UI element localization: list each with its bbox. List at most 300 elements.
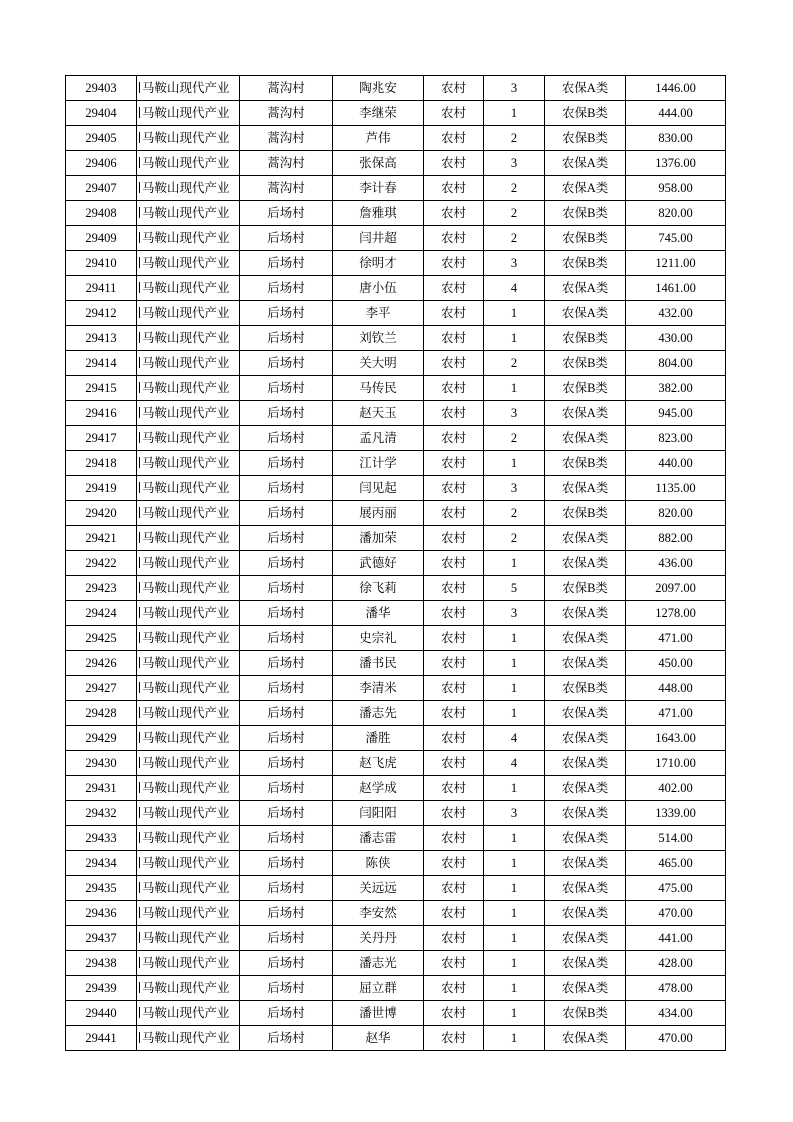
cell-village: 后场村 [240,426,333,451]
clipped-char-artifact [138,257,140,268]
org-text: 马鞍山现代产业 [142,430,230,445]
cell-count: 3 [484,151,545,176]
cell-village: 后场村 [240,226,333,251]
cell-village: 蒿沟村 [240,101,333,126]
cell-org [137,176,240,201]
cell-org [137,376,240,401]
cell-amount: 470.00 [626,1026,726,1051]
cell-name: 李继荣 [333,101,424,126]
clipped-char-artifact [138,282,140,293]
cell-org [137,576,240,601]
cell-category: 农保A类 [545,176,626,201]
cell-village: 后场村 [240,201,333,226]
cell-type: 农村 [424,526,484,551]
cell-amount: 1461.00 [626,276,726,301]
clipped-char-artifact [138,857,140,868]
cell-code: 29425 [66,626,137,651]
cell-type: 农村 [424,176,484,201]
cell-village: 后场村 [240,826,333,851]
cell-amount: 440.00 [626,451,726,476]
cell-category: 农保B类 [545,451,626,476]
cell-count: 2 [484,226,545,251]
cell-name: 展丙丽 [333,501,424,526]
benefits-table [65,75,726,1051]
cell-category: 农保A类 [545,551,626,576]
clipped-char-artifact [138,407,140,418]
clipped-char-artifact [138,432,140,443]
cell-org [137,926,240,951]
cell-type: 农村 [424,926,484,951]
org-text: 马鞍山现代产业 [142,530,230,545]
cell-amount: 436.00 [626,551,726,576]
table-row [66,351,726,376]
cell-village: 后场村 [240,726,333,751]
cell-type: 农村 [424,251,484,276]
cell-org [137,726,240,751]
clipped-char-artifact [138,882,140,893]
table-row [66,126,726,151]
cell-code: 29437 [66,926,137,951]
org-text: 马鞍山现代产业 [142,630,230,645]
cell-name: 闫阳阳 [333,801,424,826]
cell-village: 后场村 [240,1026,333,1051]
table-row [66,201,726,226]
cell-code: 29433 [66,826,137,851]
org-text: 马鞍山现代产业 [142,155,230,170]
org-text: 马鞍山现代产业 [142,555,230,570]
cell-code: 29405 [66,126,137,151]
table-row [66,426,726,451]
clipped-char-artifact [138,757,140,768]
cell-amount: 514.00 [626,826,726,851]
cell-amount: 450.00 [626,651,726,676]
cell-amount: 945.00 [626,401,726,426]
cell-category: 农保A类 [545,651,626,676]
cell-category: 农保A类 [545,626,626,651]
cell-category: 农保B类 [545,351,626,376]
table-row [66,1001,726,1026]
table-row [66,551,726,576]
clipped-char-artifact [138,232,140,243]
org-text: 马鞍山现代产业 [142,780,230,795]
cell-count: 4 [484,276,545,301]
org-text: 马鞍山现代产业 [142,480,230,495]
cell-amount: 1211.00 [626,251,726,276]
cell-village: 后场村 [240,451,333,476]
table-row [66,451,726,476]
clipped-char-artifact [138,657,140,668]
cell-amount: 1643.00 [626,726,726,751]
cell-category: 农保A类 [545,601,626,626]
clipped-char-artifact [138,457,140,468]
table-row [66,776,726,801]
cell-category: 农保A类 [545,876,626,901]
cell-org [137,626,240,651]
cell-amount: 1339.00 [626,801,726,826]
cell-code: 29412 [66,301,137,326]
cell-amount: 1376.00 [626,151,726,176]
cell-type: 农村 [424,401,484,426]
table-row [66,276,726,301]
cell-count: 3 [484,251,545,276]
cell-code: 29408 [66,201,137,226]
cell-code: 29411 [66,276,137,301]
cell-category: 农保B类 [545,126,626,151]
table-row [66,926,726,951]
clipped-char-artifact [138,707,140,718]
cell-category: 农保A类 [545,826,626,851]
org-text: 马鞍山现代产业 [142,605,230,620]
cell-name: 潘志先 [333,701,424,726]
cell-code: 29428 [66,701,137,726]
clipped-char-artifact [138,632,140,643]
cell-village: 后场村 [240,576,333,601]
cell-type: 农村 [424,576,484,601]
cell-count: 2 [484,201,545,226]
org-text: 马鞍山现代产业 [142,205,230,220]
cell-amount: 1446.00 [626,76,726,101]
cell-count: 1 [484,951,545,976]
table-row [66,476,726,501]
cell-name: 潘志雷 [333,826,424,851]
table-row [66,951,726,976]
table-row [66,726,726,751]
cell-village: 后场村 [240,926,333,951]
table-row [66,876,726,901]
cell-name: 马传民 [333,376,424,401]
cell-org [137,151,240,176]
cell-code: 29414 [66,351,137,376]
clipped-char-artifact [138,107,140,118]
cell-count: 1 [484,326,545,351]
clipped-char-artifact [138,82,140,93]
table-row [66,701,726,726]
cell-type: 农村 [424,701,484,726]
table-row [66,326,726,351]
cell-code: 29435 [66,876,137,901]
cell-category: 农保A类 [545,476,626,501]
table-row [66,101,726,126]
cell-org [137,126,240,151]
cell-count: 1 [484,1001,545,1026]
cell-code: 29424 [66,601,137,626]
cell-village: 后场村 [240,751,333,776]
cell-amount: 432.00 [626,301,726,326]
org-text: 马鞍山现代产业 [142,680,230,695]
cell-org [137,751,240,776]
cell-code: 29419 [66,476,137,501]
cell-type: 农村 [424,201,484,226]
cell-type: 农村 [424,901,484,926]
cell-village: 后场村 [240,626,333,651]
cell-code: 29440 [66,1001,137,1026]
cell-type: 农村 [424,1001,484,1026]
cell-name: 张保高 [333,151,424,176]
cell-category: 农保A类 [545,901,626,926]
cell-type: 农村 [424,326,484,351]
cell-count: 3 [484,801,545,826]
cell-village: 后场村 [240,951,333,976]
org-text: 马鞍山现代产业 [142,855,230,870]
org-text: 马鞍山现代产业 [142,255,230,270]
cell-code: 29426 [66,651,137,676]
org-text: 马鞍山现代产业 [142,355,230,370]
cell-count: 1 [484,876,545,901]
cell-name: 孟凡清 [333,426,424,451]
cell-category: 农保B类 [545,226,626,251]
cell-category: 农保B类 [545,1001,626,1026]
cell-category: 农保A类 [545,1026,626,1051]
clipped-char-artifact [138,357,140,368]
cell-org [137,776,240,801]
cell-village: 后场村 [240,526,333,551]
cell-amount: 475.00 [626,876,726,901]
org-text: 马鞍山现代产业 [142,305,230,320]
cell-type: 农村 [424,151,484,176]
cell-org [137,801,240,826]
cell-category: 农保A类 [545,776,626,801]
cell-org [137,976,240,1001]
cell-category: 农保B类 [545,501,626,526]
cell-count: 1 [484,626,545,651]
cell-village: 后场村 [240,351,333,376]
cell-name: 李计春 [333,176,424,201]
org-text: 马鞍山现代产业 [142,830,230,845]
cell-code: 29403 [66,76,137,101]
cell-code: 29413 [66,326,137,351]
cell-org [137,301,240,326]
clipped-char-artifact [138,682,140,693]
cell-count: 1 [484,826,545,851]
cell-category: 农保A类 [545,701,626,726]
cell-name: 赵天玉 [333,401,424,426]
cell-count: 2 [484,501,545,526]
cell-name: 闫见起 [333,476,424,501]
clipped-char-artifact [138,157,140,168]
cell-amount: 471.00 [626,626,726,651]
cell-name: 赵飞虎 [333,751,424,776]
cell-type: 农村 [424,501,484,526]
cell-amount: 470.00 [626,901,726,926]
org-text: 马鞍山现代产业 [142,1030,230,1045]
cell-count: 2 [484,176,545,201]
cell-amount: 1278.00 [626,601,726,626]
cell-name: 潘世博 [333,1001,424,1026]
cell-village: 后场村 [240,851,333,876]
cell-amount: 465.00 [626,851,726,876]
table-row [66,826,726,851]
cell-count: 3 [484,601,545,626]
cell-name: 潘加荣 [333,526,424,551]
cell-org [137,276,240,301]
cell-village: 后场村 [240,476,333,501]
table-row [66,176,726,201]
cell-type: 农村 [424,826,484,851]
cell-type: 农村 [424,751,484,776]
cell-village: 后场村 [240,551,333,576]
cell-name: 闫井超 [333,226,424,251]
org-text: 马鞍山现代产业 [142,105,230,120]
cell-type: 农村 [424,226,484,251]
cell-name: 关远远 [333,876,424,901]
clipped-char-artifact [138,482,140,493]
org-text: 马鞍山现代产业 [142,230,230,245]
cell-amount: 430.00 [626,326,726,351]
table-row [66,676,726,701]
org-text: 马鞍山现代产业 [142,955,230,970]
cell-type: 农村 [424,351,484,376]
cell-name: 史宗礼 [333,626,424,651]
table-row [66,751,726,776]
cell-amount: 382.00 [626,376,726,401]
cell-code: 29416 [66,401,137,426]
cell-type: 农村 [424,1026,484,1051]
cell-count: 1 [484,776,545,801]
clipped-char-artifact [138,532,140,543]
cell-type: 农村 [424,601,484,626]
org-text: 马鞍山现代产业 [142,930,230,945]
cell-type: 农村 [424,101,484,126]
cell-village: 蒿沟村 [240,151,333,176]
clipped-char-artifact [138,507,140,518]
cell-count: 1 [484,651,545,676]
cell-amount: 402.00 [626,776,726,801]
cell-category: 农保A类 [545,976,626,1001]
cell-category: 农保A类 [545,301,626,326]
org-text: 马鞍山现代产业 [142,455,230,470]
org-text: 马鞍山现代产业 [142,330,230,345]
table-row [66,1026,726,1051]
org-text: 马鞍山现代产业 [142,505,230,520]
cell-amount: 478.00 [626,976,726,1001]
cell-count: 1 [484,376,545,401]
cell-amount: 820.00 [626,501,726,526]
cell-name: 关丹丹 [333,926,424,951]
cell-name: 赵学成 [333,776,424,801]
cell-org [137,1001,240,1026]
org-text: 马鞍山现代产业 [142,580,230,595]
cell-village: 后场村 [240,801,333,826]
clipped-char-artifact [138,332,140,343]
org-text: 马鞍山现代产业 [142,130,230,145]
org-text: 马鞍山现代产业 [142,980,230,995]
cell-type: 农村 [424,801,484,826]
org-text: 马鞍山现代产业 [142,80,230,95]
cell-code: 29423 [66,576,137,601]
cell-amount: 1135.00 [626,476,726,501]
cell-name: 武德好 [333,551,424,576]
cell-type: 农村 [424,776,484,801]
cell-village: 蒿沟村 [240,176,333,201]
cell-count: 1 [484,101,545,126]
cell-name: 潘书民 [333,651,424,676]
clipped-char-artifact [138,382,140,393]
cell-name: 李清米 [333,676,424,701]
cell-type: 农村 [424,726,484,751]
cell-code: 29430 [66,751,137,776]
cell-type: 农村 [424,426,484,451]
cell-amount: 804.00 [626,351,726,376]
org-text: 马鞍山现代产业 [142,180,230,195]
table-row [66,576,726,601]
cell-count: 2 [484,426,545,451]
cell-type: 农村 [424,301,484,326]
cell-count: 2 [484,526,545,551]
cell-amount: 882.00 [626,526,726,551]
org-text: 马鞍山现代产业 [142,380,230,395]
cell-code: 29429 [66,726,137,751]
cell-count: 1 [484,676,545,701]
cell-org [137,101,240,126]
table-row [66,626,726,651]
cell-type: 农村 [424,876,484,901]
cell-count: 1 [484,926,545,951]
cell-count: 1 [484,301,545,326]
cell-amount: 823.00 [626,426,726,451]
cell-org [137,651,240,676]
cell-code: 29431 [66,776,137,801]
cell-org [137,551,240,576]
org-text: 马鞍山现代产业 [142,1005,230,1020]
table-row [66,651,726,676]
cell-type: 农村 [424,451,484,476]
cell-category: 农保B类 [545,201,626,226]
cell-amount: 745.00 [626,226,726,251]
cell-type: 农村 [424,976,484,1001]
cell-type: 农村 [424,376,484,401]
cell-village: 后场村 [240,701,333,726]
cell-count: 1 [484,976,545,1001]
cell-village: 后场村 [240,301,333,326]
org-text: 马鞍山现代产业 [142,805,230,820]
clipped-char-artifact [138,907,140,918]
table-row [66,301,726,326]
cell-amount: 958.00 [626,176,726,201]
cell-code: 29417 [66,426,137,451]
cell-category: 农保A类 [545,426,626,451]
cell-amount: 820.00 [626,201,726,226]
cell-type: 农村 [424,126,484,151]
clipped-char-artifact [138,957,140,968]
cell-village: 后场村 [240,376,333,401]
cell-code: 29441 [66,1026,137,1051]
cell-amount: 428.00 [626,951,726,976]
cell-amount: 444.00 [626,101,726,126]
cell-count: 1 [484,451,545,476]
cell-name: 潘志光 [333,951,424,976]
cell-category: 农保B类 [545,676,626,701]
cell-name: 陶兆安 [333,76,424,101]
table-row [66,601,726,626]
cell-category: 农保A类 [545,526,626,551]
cell-count: 1 [484,901,545,926]
cell-amount: 448.00 [626,676,726,701]
cell-org [137,476,240,501]
cell-name: 李安然 [333,901,424,926]
cell-count: 3 [484,476,545,501]
cell-code: 29410 [66,251,137,276]
cell-amount: 2097.00 [626,576,726,601]
org-text: 马鞍山现代产业 [142,755,230,770]
cell-code: 29406 [66,151,137,176]
cell-amount: 441.00 [626,926,726,951]
cell-code: 29420 [66,501,137,526]
org-text: 马鞍山现代产业 [142,880,230,895]
cell-code: 29404 [66,101,137,126]
clipped-char-artifact [138,182,140,193]
cell-org [137,951,240,976]
table-row [66,251,726,276]
